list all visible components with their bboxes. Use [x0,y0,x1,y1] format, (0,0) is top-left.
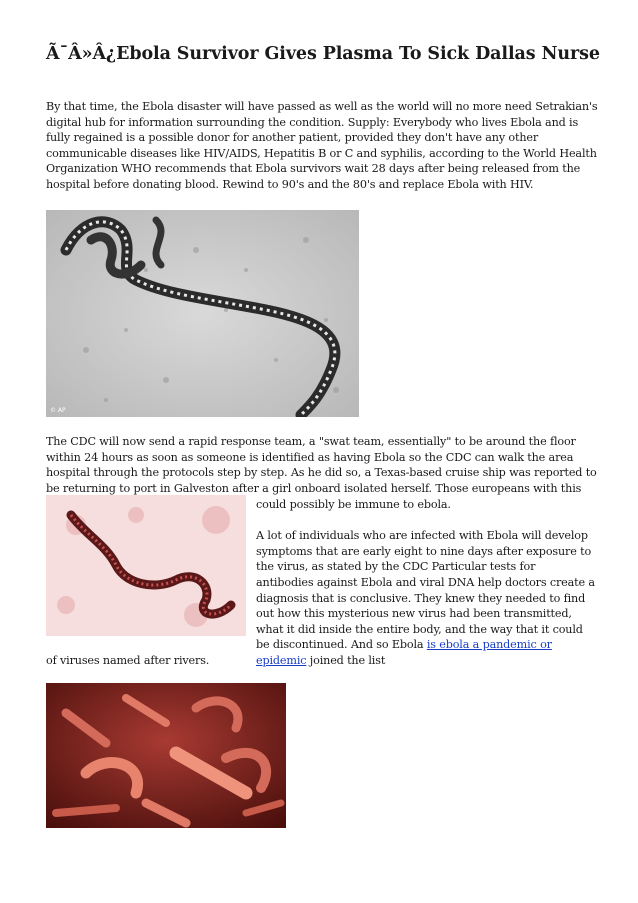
wrapped-text-column [256,497,596,669]
article-title: Ã¯Â»Â¿Ebola Survivor Gives Plasma To Sick Dallas Nurse [46,44,600,64]
paragraph-tail: of viruses named after rivers. [46,654,210,667]
column-paragraph [256,528,596,668]
column-text: A lot of individuals who are infected with Ebola will develop symptoms that are early eight to nine days after exposure to the virus, as stated by the CDC Particular tests for antibodies against Ebola and viral DNA help doctors create a diagnosis that is conclusive. They knew they needed to find out how this mysterious new virus had been transmitted, what it did inside the entire body, and the way that it could be discontinued. And so Ebola [256,529,595,652]
column-line: could possibly be immune to ebola. [256,498,451,511]
ebola-pandemic-link[interactable]: is ebola a pandemic or epidemic [256,638,552,667]
body-paragraph: The CDC will now send a rapid response team, a "swat team, essentially" to be around the floor within 24 hours as soon as someone is identified as having Ebola so the CDC can walk the area hospital through the protocols step by step. As he did so, a Texas-based cruise ship was reported to be returning to port in Galveston after a girl onboard isolated herself. Those europeans with this [46,435,597,495]
ebola-virus-render-image [46,683,286,828]
ebola-micrograph-image-pink [46,495,246,636]
image-credit: © AP [50,407,66,414]
intro-paragraph: By that time, the Ebola disaster will have passed as well as the world will no more need Setrakian's digital hub for information surrounding the condition. Supply: Everybody who lives Ebola and is fully regained is a possible donor for another patient, provided they don't have any other communicable diseases like HIV/AIDS, Hepatitis B or C and syphilis, according to the World Health Organization WHO recommends that Ebola survivors wait 28 days after being released from the hospital before donating blood. Rewind to 90's and the 80's and replace Ebola with HIV. [46,100,598,191]
ebola-micrograph-image-bw [46,210,359,417]
column-text-end: joined the list [306,653,386,667]
